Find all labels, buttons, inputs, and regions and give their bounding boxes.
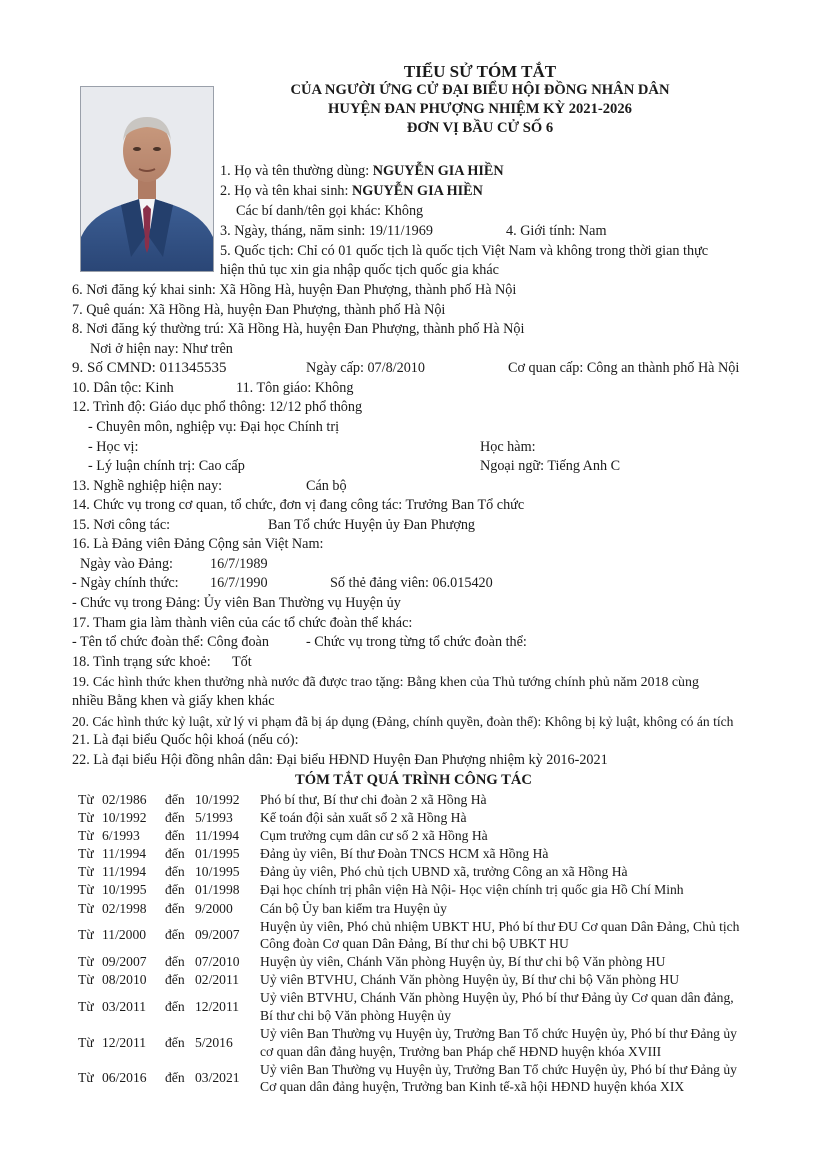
item-13-occupation: Cán bộ xyxy=(306,478,347,494)
work-period xyxy=(78,918,260,953)
document-subtitle-3: ĐƠN VỊ BẦU CỬ SỐ 6 xyxy=(406,120,554,136)
item-18-label: 18. Tình trạng sức khoẻ: xyxy=(72,654,211,670)
work-period xyxy=(78,1061,260,1096)
item-22: 22. Là đại biểu Hội đồng nhân dân: Đại biểu HĐND Huyện Đan Phượng nhiệm kỳ 2016-2021 xyxy=(72,752,608,768)
item-12-foreign-language: Ngoại ngữ: Tiếng Anh C xyxy=(480,458,621,474)
work-description xyxy=(260,791,778,809)
item-12-political-theory: - Lý luận chính trị: Cao cấp xyxy=(88,458,245,474)
work-row xyxy=(78,791,778,809)
item-13-label: 13. Nghề nghiệp hiện nay: xyxy=(72,478,223,494)
to-date: 01/1998 xyxy=(195,882,240,898)
work-row xyxy=(78,953,778,971)
item-9-id-number: 9. Số CMND: 011345535 xyxy=(72,360,227,376)
item-15-label: 15. Nơi công tác: xyxy=(72,517,171,533)
work-description-line: Uỷ viên BTVHU, Chánh Văn phòng Huyện ủy, Bí thư chi bộ Văn phòng HU xyxy=(260,972,680,988)
item-19-awards-cont: nhiều Bằng khen và giấy khen khác xyxy=(72,693,275,709)
work-row xyxy=(78,971,778,989)
to-date: 10/1992 xyxy=(195,792,240,807)
item-16-join-label: Ngày vào Đảng: xyxy=(80,556,173,572)
item-10-ethnicity: 10. Dân tộc: Kinh xyxy=(72,380,174,396)
work-row xyxy=(78,881,778,899)
work-period xyxy=(78,809,260,827)
item-12-education: 12. Trình độ: Giáo dục phổ thông: 12/12 phổ thông xyxy=(72,399,363,415)
from-date: 06/2016 xyxy=(102,1070,147,1086)
to-date: 5/2016 xyxy=(195,1034,233,1050)
item-5-nationality: 5. Quốc tịch: Chỉ có 01 quốc tịch là quốc tịch Việt Nam và không trong thời gian thực xyxy=(220,243,709,259)
item-12-specialty: - Chuyên môn, nghiệp vụ: Đại học Chính trị xyxy=(88,419,340,435)
work-description-line: Huyện ủy viên, Chánh Văn phòng Huyện ủy, Bí thư chi bộ Văn phòng HU xyxy=(260,954,666,970)
to-label: đến xyxy=(165,792,185,807)
item-15-workplace: Ban Tổ chức Huyện ủy Đan Phượng xyxy=(268,517,476,533)
to-label: đến xyxy=(165,1034,185,1050)
work-description xyxy=(260,953,778,971)
item-19-awards: 19. Các hình thức khen thưởng nhà nước đã được trao tặng: Bằng khen của Thủ tướng chính phủ năm 2018 cùng xyxy=(72,675,699,690)
work-period xyxy=(78,863,260,881)
item-9-issue-date: Ngày cấp: 07/8/2010 xyxy=(306,360,425,376)
item-17-organization: - Tên tổ chức đoàn thể: Công đoàn xyxy=(72,634,269,650)
work-period xyxy=(78,845,260,863)
work-period xyxy=(78,989,260,1024)
work-description-line: Công đoàn Cơ quan Dân Đảng, Bí thư chi bộ UBKT HU xyxy=(260,936,569,952)
document-title: TIỂU SỬ TÓM TẮT xyxy=(403,62,557,81)
to-label: đến xyxy=(165,810,185,826)
work-period xyxy=(78,881,260,899)
candidate-portrait-photo xyxy=(80,86,214,272)
to-date: 09/2007 xyxy=(195,927,240,943)
item-17-role: - Chức vụ trong từng tổ chức đoàn thể: xyxy=(306,634,527,650)
work-description-line: Phó bí thư, Bí thư chi đoàn 2 xã Hồng Hà xyxy=(260,792,487,807)
item-2 xyxy=(220,182,483,201)
work-description xyxy=(260,989,778,1024)
from-label: Từ xyxy=(78,900,94,916)
work-description-line: Cơ quan dân đảng huyện, Trưởng ban Kinh tế-xã hội HĐND huyện khóa XIX xyxy=(260,1079,685,1095)
work-description xyxy=(260,881,778,899)
work-description xyxy=(260,827,778,845)
from-date: 12/2011 xyxy=(102,1034,147,1050)
work-period xyxy=(78,827,260,845)
item-8: 8. Nơi đăng ký thường trú: Xã Hồng Hà, huyện Đan Phượng, thành phố Hà Nội xyxy=(72,321,525,337)
item-16-official-date: 16/7/1990 xyxy=(210,575,268,591)
from-label: Từ xyxy=(78,972,94,988)
from-label: Từ xyxy=(78,846,94,862)
to-label: đến xyxy=(165,927,185,943)
work-row xyxy=(78,1061,778,1096)
to-date: 07/2010 xyxy=(195,954,240,970)
work-description-line: Đảng ủy viên, Phó chủ tịch UBND xã, trưởng Công an xã Hồng Hà xyxy=(260,864,628,880)
work-period xyxy=(78,791,260,809)
item-4-gender: 4. Giới tính: Nam xyxy=(506,223,607,239)
work-period xyxy=(78,900,260,918)
from-date: 11/1994 xyxy=(102,864,147,880)
from-date: 6/1993 xyxy=(102,828,140,844)
from-date: 03/2011 xyxy=(102,999,147,1015)
alias-line: Các bí danh/tên gọi khác: Không xyxy=(236,203,424,219)
item-5-nationality-cont: hiện thủ tục xin gia nhập quốc tịch quốc gia khác xyxy=(220,262,499,278)
to-label: đến xyxy=(165,882,185,898)
work-row xyxy=(78,900,778,918)
item-12-degree: - Học vị: xyxy=(88,439,139,455)
item-14-position: 14. Chức vụ trong cơ quan, tổ chức, đơn vị đang công tác: Trưởng Ban Tổ chức xyxy=(72,497,525,513)
to-date: 11/1994 xyxy=(195,828,240,844)
item-16-party-position: - Chức vụ trong Đảng: Ủy viên Ban Thường vụ Huyện ủy xyxy=(72,595,401,611)
from-label: Từ xyxy=(78,882,94,898)
work-row xyxy=(78,1025,778,1060)
to-label: đến xyxy=(165,846,185,862)
to-date: 02/2011 xyxy=(195,972,240,988)
item-16-party-card: Số thẻ đảng viên: 06.015420 xyxy=(330,575,493,591)
to-label: đến xyxy=(165,999,185,1015)
work-description xyxy=(260,845,778,863)
from-date: 02/1998 xyxy=(102,900,147,916)
from-label: Từ xyxy=(78,828,94,844)
to-date: 5/1993 xyxy=(195,810,233,826)
work-description-line: Huyện ủy viên, Phó chủ nhiệm UBKT HU, Phó bí thư ĐU Cơ quan Dân Đảng, Chủ tịch xyxy=(260,918,740,934)
to-date: 12/2011 xyxy=(195,999,240,1015)
from-date: 11/2000 xyxy=(102,927,147,943)
to-date: 01/1995 xyxy=(195,846,240,862)
from-date: 02/1986 xyxy=(102,792,147,807)
work-description xyxy=(260,918,778,953)
item-2-label: 2. Họ và tên khai sinh: xyxy=(220,183,353,199)
item-16-join-date: 16/7/1989 xyxy=(210,556,268,572)
item-16-official-label: - Ngày chính thức: xyxy=(72,575,179,591)
item-17: 17. Tham gia làm thành viên của các tổ chức đoàn thể khác: xyxy=(72,615,413,631)
common-name: NGUYỄN GIA HIỀN xyxy=(372,163,504,179)
work-row xyxy=(78,827,778,845)
item-8-current-address: Nơi ở hiện nay: Như trên xyxy=(90,341,233,357)
item-12-academic-title: Học hàm: xyxy=(480,439,536,455)
work-description-line: Cán bộ Ủy ban kiểm tra Huyện ủy xyxy=(260,900,447,916)
work-description-line: Uỷ viên Ban Thường vụ Huyện ủy, Trưởng Ban Tổ chức Huyện ủy, Phó bí thư Đảng ủy xyxy=(260,1061,737,1077)
work-row xyxy=(78,989,778,1024)
item-21: 21. Là đại biểu Quốc hội khoá (nếu có): xyxy=(72,732,299,748)
work-description-line: cơ quan dân đảng huyện, Trưởng ban Pháp chế HĐND huyện khóa XVIII xyxy=(260,1043,662,1059)
to-date: 03/2021 xyxy=(195,1070,240,1086)
work-description xyxy=(260,1025,778,1060)
work-description-line: Uỷ viên BTVHU, Chánh Văn phòng Huyện ủy, Phó bí thư Đảng ủy Cơ quan dân đảng, xyxy=(260,990,734,1006)
from-label: Từ xyxy=(78,954,94,970)
work-description-line: Kế toán đội sản xuất số 2 xã Hồng Hà xyxy=(260,810,467,826)
work-row xyxy=(78,809,778,827)
from-date: 11/1994 xyxy=(102,846,147,862)
item-11-religion: 11. Tôn giáo: Không xyxy=(236,380,354,396)
item-7: 7. Quê quán: Xã Hồng Hà, huyện Đan Phượng, thành phố Hà Nội xyxy=(72,302,446,318)
to-label: đến xyxy=(165,954,185,970)
work-history-list xyxy=(78,791,778,1096)
from-label: Từ xyxy=(78,810,94,826)
to-label: đến xyxy=(165,864,185,880)
work-description-line: Đại học chính trị phân viện Hà Nội- Học viện chính trị quốc gia Hồ Chí Minh xyxy=(260,882,684,898)
work-description-line: Bí thư chi bộ Văn phòng Huyện ủy xyxy=(260,1007,451,1023)
work-description xyxy=(260,809,778,827)
work-description-line: Đảng ủy viên, Bí thư Đoàn TNCS HCM xã Hồng Hà xyxy=(260,846,549,862)
work-description xyxy=(260,971,778,989)
to-date: 10/1995 xyxy=(195,864,240,880)
item-18-health: Tốt xyxy=(232,654,252,670)
work-period xyxy=(78,1025,260,1060)
item-6: 6. Nơi đăng ký khai sinh: Xã Hồng Hà, huyện Đan Phượng, thành phố Hà Nội xyxy=(72,282,517,298)
from-label: Từ xyxy=(78,864,94,880)
item-16-party-member: 16. Là Đảng viên Đảng Cộng sản Việt Nam: xyxy=(72,536,324,552)
from-label: Từ xyxy=(78,927,94,943)
to-label: đến xyxy=(165,1070,185,1086)
work-period xyxy=(78,971,260,989)
work-description xyxy=(260,1061,778,1096)
from-label: Từ xyxy=(78,792,94,807)
work-history-title: TÓM TẮT QUÁ TRÌNH CÔNG TÁC xyxy=(295,772,532,788)
item-3-birth-date: 3. Ngày, tháng, năm sinh: 19/11/1969 xyxy=(220,223,433,239)
to-label: đến xyxy=(165,900,185,916)
work-row xyxy=(78,918,778,953)
from-label: Từ xyxy=(78,999,94,1015)
from-date: 09/2007 xyxy=(102,954,147,970)
work-period xyxy=(78,953,260,971)
work-description xyxy=(260,863,778,881)
work-description-line: Uỷ viên Ban Thường vụ Huyện ủy, Trưởng Ban Tổ chức Huyện ủy, Phó bí thư Đảng ủy xyxy=(260,1026,737,1042)
work-row xyxy=(78,863,778,881)
item-9-issuer: Cơ quan cấp: Công an thành phố Hà Nội xyxy=(508,360,740,376)
document-subtitle-2: HUYỆN ĐAN PHƯỢNG NHIỆM KỲ 2021-2026 xyxy=(328,101,632,117)
birth-name: NGUYỄN GIA HIỀN xyxy=(352,183,483,199)
item-1 xyxy=(220,162,504,181)
from-date: 08/2010 xyxy=(102,972,147,988)
document-subtitle-1: CỦA NGƯỜI ỨNG CỬ ĐẠI BIỂU HỘI ĐỒNG NHÂN DÂN xyxy=(290,82,670,98)
item-20-discipline: 20. Các hình thức kỷ luật, xử lý vi phạm đã bị áp dụng (Đảng, chính quyền, đoàn thể): Không bị kỷ luật, không có án tích xyxy=(72,714,734,729)
from-date: 10/1992 xyxy=(102,810,147,826)
from-label: Từ xyxy=(78,1070,94,1086)
item-1-label: 1. Họ và tên thường dùng: xyxy=(220,163,373,179)
from-label: Từ xyxy=(78,1034,94,1050)
from-date: 10/1995 xyxy=(102,882,147,898)
to-date: 9/2000 xyxy=(195,900,233,916)
to-label: đến xyxy=(165,972,185,988)
work-description xyxy=(260,900,778,918)
work-description-line: Cụm trưởng cụm dân cư số 2 xã Hồng Hà xyxy=(260,828,488,844)
to-label: đến xyxy=(165,828,185,844)
work-row xyxy=(78,845,778,863)
